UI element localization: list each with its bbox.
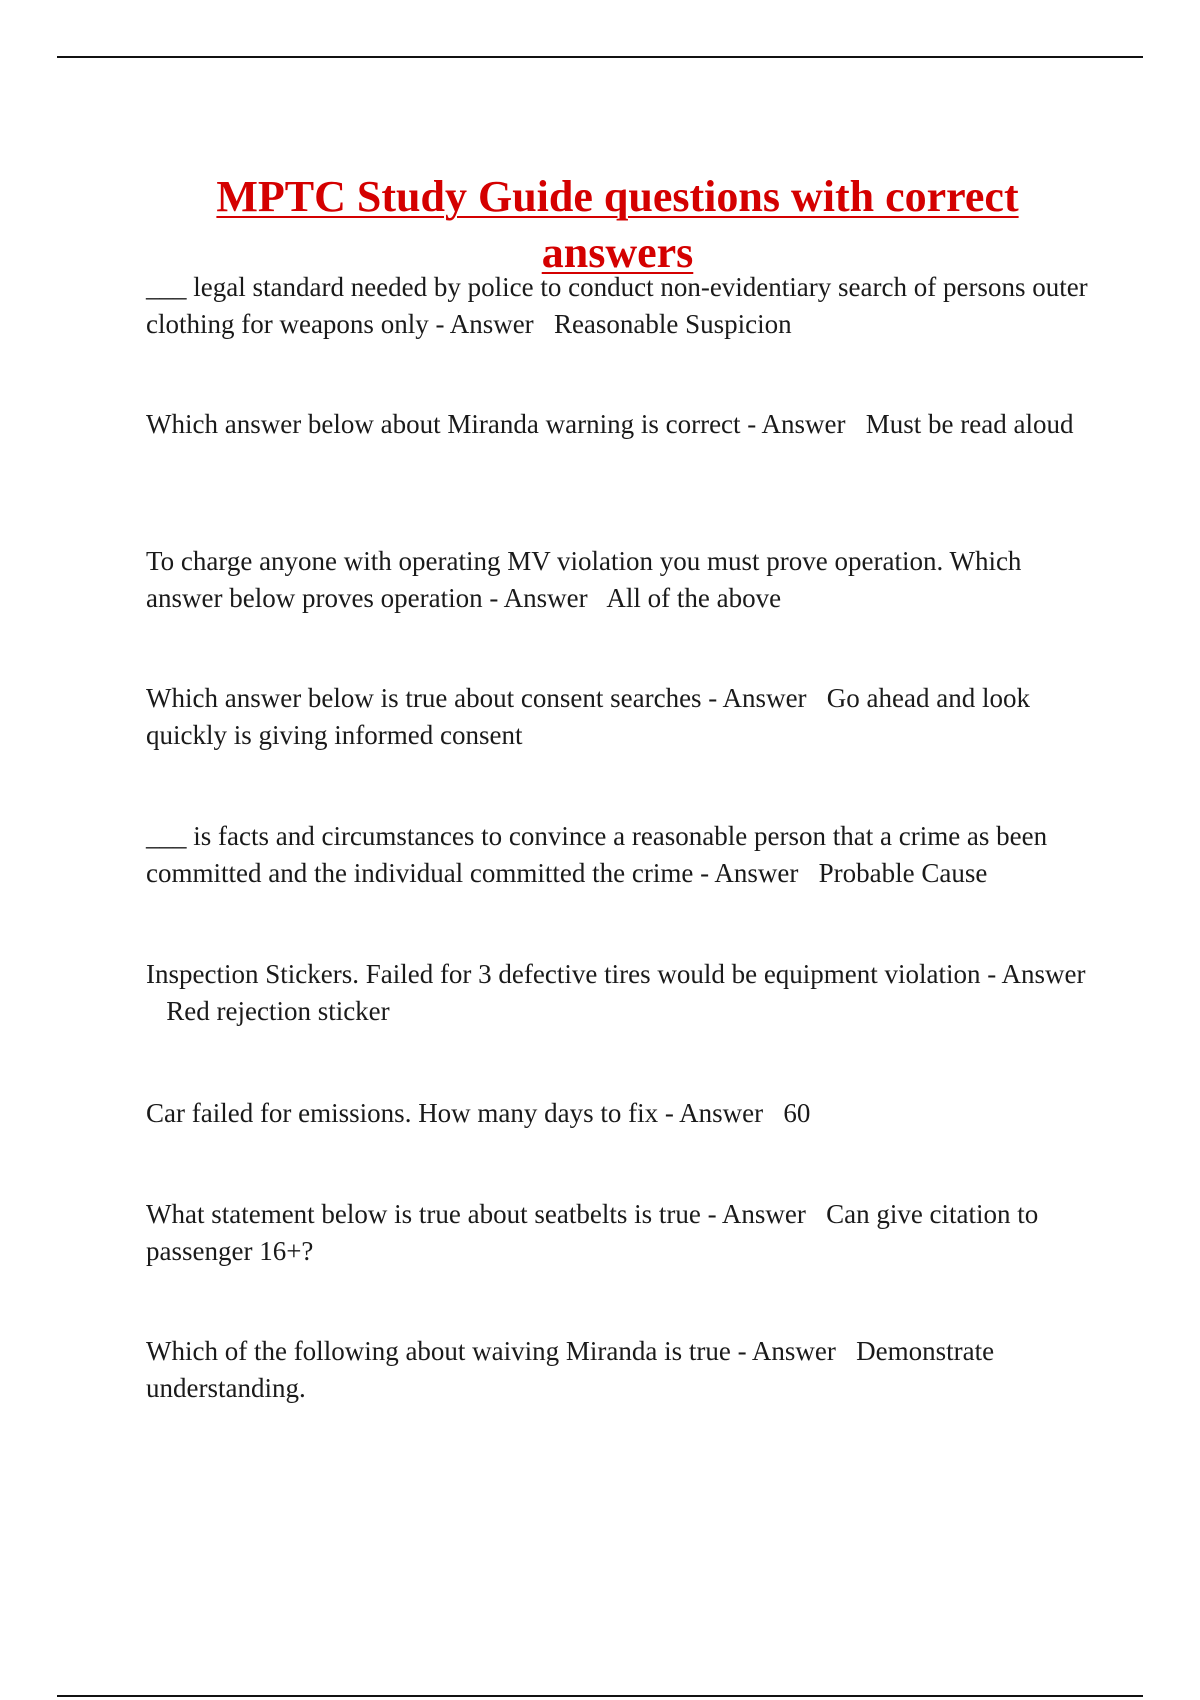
qa-item bbox=[146, 269, 1096, 343]
question-text: To charge anyone with operating MV violation you must prove operation. Which answer below proves operation - Answer bbox=[146, 546, 1022, 613]
qa-item bbox=[146, 406, 1096, 443]
answer-text: Must be read aloud bbox=[865, 409, 1074, 439]
qa-item bbox=[146, 543, 1096, 617]
question-text: Inspection Stickers. Failed for 3 defective tires would be equipment violation - Answer bbox=[146, 959, 1086, 989]
answer-text: Probable Cause bbox=[818, 858, 988, 888]
answer-text: Demonstrate understanding. bbox=[146, 1336, 995, 1403]
qa-item bbox=[146, 1095, 1096, 1132]
question-text: ___ is facts and circumstances to convince a reasonable person that a crime as been committed and the individual committed the crime - Answer bbox=[146, 821, 1048, 888]
question-text: Which answer below is true about consent searches - Answer bbox=[146, 683, 807, 713]
answer-text: All of the above bbox=[606, 583, 782, 613]
question-text: What statement below is true about seatbelts is true - Answer bbox=[146, 1199, 806, 1229]
qa-item bbox=[146, 1196, 1096, 1270]
bottom-rule bbox=[57, 1695, 1143, 1697]
question-text: Which of the following about waiving Miranda is true - Answer bbox=[146, 1336, 836, 1366]
answer-text: Can give citation to passenger 16+? bbox=[146, 1199, 1039, 1266]
qa-item bbox=[146, 818, 1096, 892]
page-title: MPTC Study Guide questions with correct answers bbox=[216, 172, 1019, 278]
question-text: Car failed for emissions. How many days to fix - Answer bbox=[146, 1098, 764, 1128]
qa-item bbox=[146, 1333, 1096, 1407]
question-text: Which answer below about Miranda warning is correct - Answer bbox=[146, 409, 846, 439]
answer-text: Red rejection sticker bbox=[166, 996, 390, 1026]
question-text: ___ legal standard needed by police to conduct non-evidentiary search of persons outer clothing for weapons only - Answer bbox=[146, 272, 1088, 339]
qa-item bbox=[146, 680, 1096, 754]
top-rule bbox=[57, 56, 1143, 58]
qa-item bbox=[146, 956, 1096, 1030]
answer-text: Go ahead and look quickly is giving informed consent bbox=[146, 683, 1030, 750]
answer-text: 60 bbox=[783, 1098, 811, 1128]
answer-text: Reasonable Suspicion bbox=[553, 309, 792, 339]
